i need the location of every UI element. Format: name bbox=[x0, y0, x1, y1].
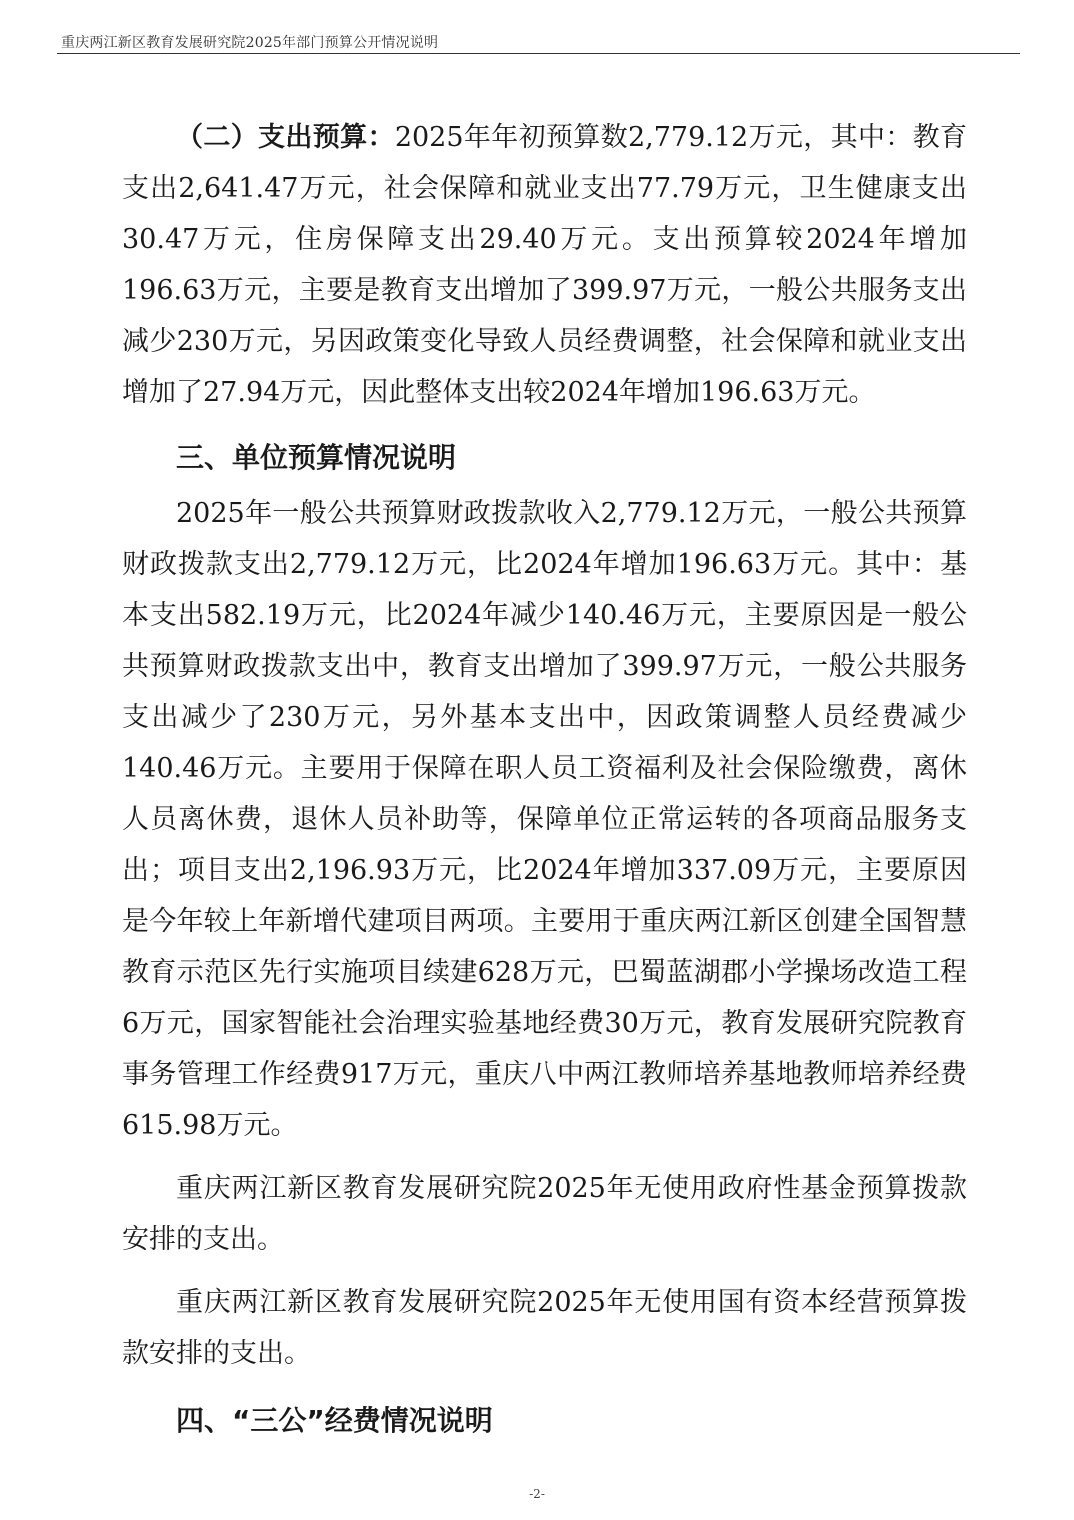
header-rule bbox=[57, 53, 1020, 54]
section-3-heading: 三、单位预算情况说明 bbox=[176, 441, 457, 474]
expenditure-budget-lead: （二）支出预算： bbox=[176, 122, 395, 153]
document-body bbox=[122, 112, 967, 1451]
state-capital-paragraph: 重庆两江新区教育发展研究院2025年无使用国有资本经营预算拨款安排的支出。 bbox=[122, 1287, 967, 1369]
expenditure-budget-text: 2025年年初预算数2,779.12万元，其中：教育支出2,641.47万元，社会保障和就业支出77.79万元，卫生健康支出30.47万元，住房保障支出29.40万元。支出预算较2024年增加196.63万元，主要是教育支出增加了399.97万元，一般公共服务支出减少230万元，另因政策变化导致人员经费调整，社会保障和就业支出增加了27.94万元，因此整体支出较2024年增加196.63万元。 bbox=[122, 122, 968, 408]
section-4-heading: 四、“三公”经费情况说明 bbox=[176, 1404, 493, 1437]
unit-budget-paragraph: 2025年一般公共预算财政拨款收入2,779.12万元，一般公共预算财政拨款支出2,779.12万元，比2024年增加196.63万元。其中：基本支出582.19万元，比2024年减少140.46万元，主要原因是一般公共预算财政拨款支出中，教育支出增加了399.97万元，一般公共服务支出减少了230万元，另外基本支出中，因政策调整人员经费减少140.46万元。主要用于保障在职人员工资福利及社会保险缴费，离休人员离休费，退休人员补助等，保障单位正常运转的各项商品服务支出；项目支出2,196.93万元，比2024年增加337.09万元，主要原因是今年较上年新增代建项目两项。主要用于重庆两江新区创建全国智慧教育示范区先行实施项目续建628万元，巴蜀蓝湖郡小学操场改造工程6万元，国家智能社会治理实验基地经费30万元，教育发展研究院教育事务管理工作经费917万元，重庆八中两江教师培养基地教师培养经费615.98万元。 bbox=[122, 498, 967, 1141]
expenditure-budget-paragraph bbox=[122, 112, 967, 418]
government-fund-paragraph: 重庆两江新区教育发展研究院2025年无使用政府性基金预算拨款安排的支出。 bbox=[122, 1173, 967, 1255]
page-number: -2- bbox=[529, 1487, 545, 1501]
running-header: 重庆两江新区教育发展研究院2025年部门预算公开情况说明 bbox=[61, 35, 439, 51]
